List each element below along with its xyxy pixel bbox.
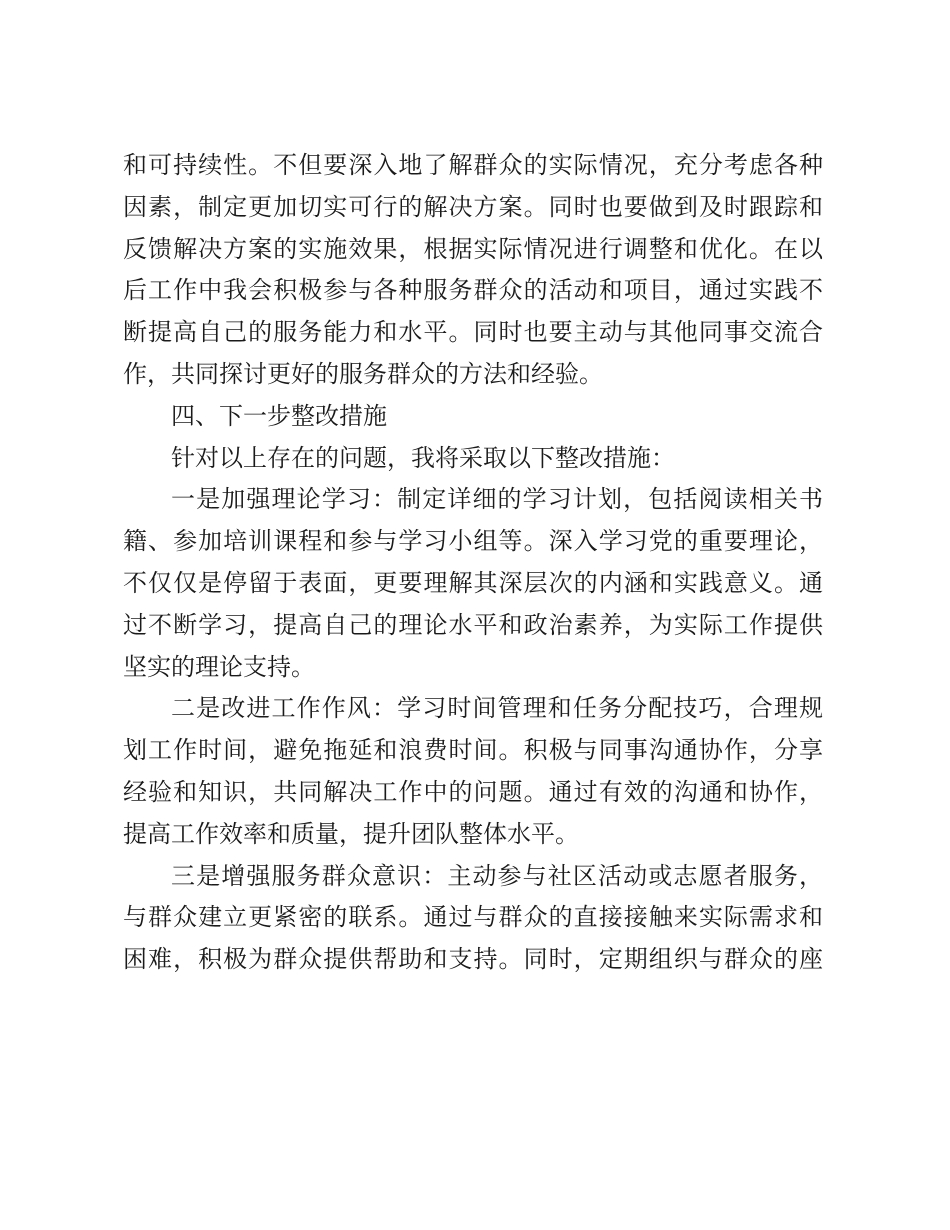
text-line: 二是改进工作作风：学习时间管理和任务分配技巧，合理规 [171, 694, 823, 723]
text-line: 划工作时间，避免拖延和浪费时间。积极与同事沟通协作，分享 [123, 736, 823, 765]
text-line: 一是加强理论学习：制定详细的学习计划，包括阅读相关书 [171, 485, 823, 514]
text-line: 针对以上存在的问题，我将采取以下整改措施： [171, 443, 675, 472]
text-line: 与群众建立更紧密的联系。通过与群众的直接接触来实际需求和 [123, 903, 823, 932]
text-line: 提高工作效率和质量，提升团队整体水平。 [123, 819, 579, 848]
section-heading: 四、下一步整改措施 [171, 401, 387, 430]
text-line: 反馈解决方案的实施效果，根据实际情况进行调整和优化。在以 [123, 234, 823, 263]
text-line: 作，共同探讨更好的服务群众的方法和经验。 [123, 359, 603, 388]
text-line: 籍、参加培训课程和参与学习小组等。深入学习党的重要理论， [123, 527, 823, 556]
document-body [123, 145, 823, 981]
text-line: 后工作中我会积极参与各种服务群众的活动和项目，通过实践不 [123, 276, 823, 305]
text-line: 和可持续性。不但要深入地了解群众的实际情况，充分考虑各种 [123, 151, 823, 179]
text-line: 坚实的理论支持。 [123, 652, 315, 681]
text-line: 断提高自己的服务能力和水平。同时也要主动与其他同事交流合 [123, 318, 823, 347]
text-line: 经验和知识，共同解决工作中的问题。通过有效的沟通和协作， [123, 777, 823, 806]
text-line: 三是增强服务群众意识：主动参与社区活动或志愿者服务， [171, 861, 823, 890]
text-line: 不仅仅是停留于表面，更要理解其深层次的内涵和实践意义。通 [123, 568, 823, 597]
text-line: 过不断学习，提高自己的理论水平和政治素养，为实际工作提供 [123, 610, 823, 639]
text-line: 困难，积极为群众提供帮助和支持。同时，定期组织与群众的座 [123, 945, 823, 974]
text-line: 因素，制定更加切实可行的解决方案。同时也要做到及时跟踪和 [123, 192, 823, 221]
